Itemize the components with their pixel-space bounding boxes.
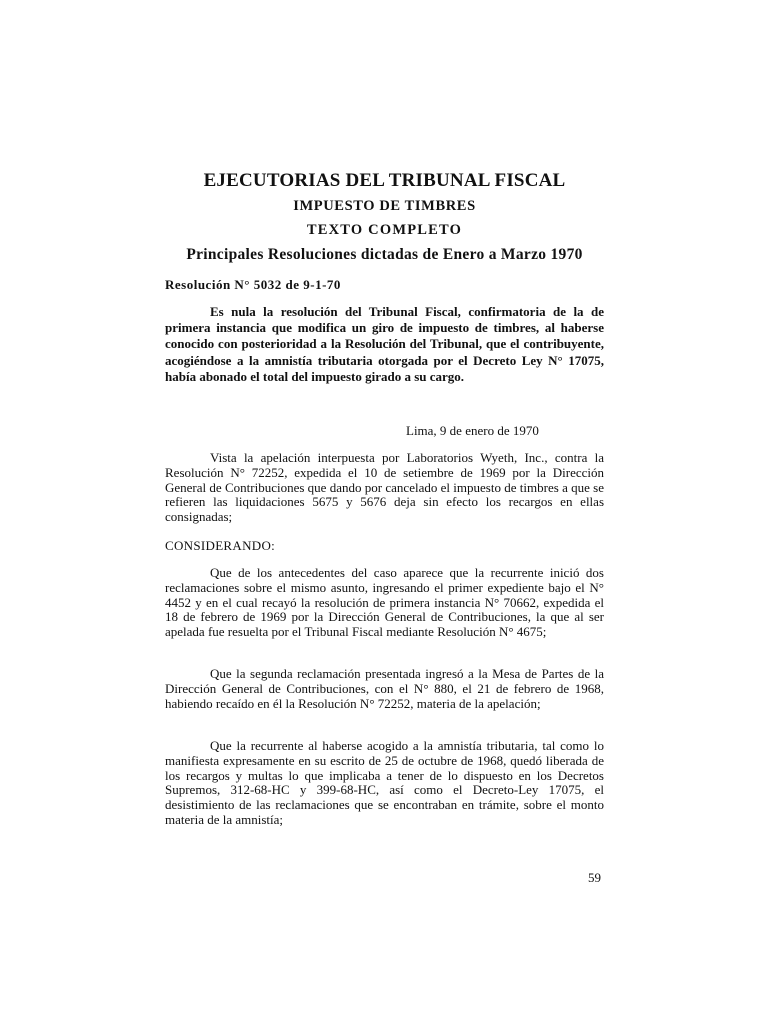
paragraph-second-claim: Que la segunda reclamación presentada ingresó a la Mesa de Partes de la Dirección General de Contribuciones, con el N° 880, el 21 de febrero de 1968, habiendo recaído en él la Resolución N° 72252, materia de la apelación; <box>165 666 604 711</box>
resolution-summary: Es nula la resolución del Tribunal Fiscal, confirmatoria de la de primera instancia que modifica un giro de impuesto de timbres, al haberse conocido con posterioridad a la Resolución del Tribunal, que el contribuyente, acogiéndose a la amnistía tributaria otorgada por el Decreto Ley N° 17075, había abonado el total del impuesto girado a su cargo. <box>165 304 604 384</box>
document-subtitle-tax: IMPUESTO DE TIMBRES <box>293 198 476 214</box>
document-subtitle-full-text: TEXTO COMPLETO <box>306 222 463 238</box>
paragraph-appeal: Vista la apelación interpuesta por Laboratorios Wyeth, Inc., contra la Resolución N° 72252, expedida el 10 de setiembre de 1969 por la Dirección General de Contribuciones que dando por cancelado el impuesto de timbres a que se refieren las liquidaciones 5675 y 5676 deja sin efecto los recargos en ellas consignadas; <box>165 450 604 525</box>
paragraph-amnesty: Que la recurrente al haberse acogido a la amnistía tributaria, tal como lo manifiesta expresamente en su escrito de 25 de octubre de 1968, quedó liberada de los recargos y multas lo que implicaba a tener de lo dispuesto en los Decretos Supremos, 312-68-HC y 399-68-HC, así como el Decreto-Ley 17075, el desistimiento de las reclamaciones que se encontraban en trámite, sobre el monto materia de la amnistía; <box>165 738 604 827</box>
considerando-heading: CONSIDERANDO: <box>165 538 276 553</box>
paragraph-background: Que de los antecedentes del caso aparece que la recurrente inició dos reclamaciones sobre el mismo asunto, ingresando el primer expediente bajo el N° 4452 y en el cual recayó la resolución de primera instancia N° 70662, expedida el 18 de febrero de 1969 por la Dirección General de Contribuciones, la que al ser apelada fue resuelta por el Tribunal Fiscal mediante Resolución N° 4675; <box>165 565 604 640</box>
resolution-number: Resolución N° 5032 de 9-1-70 <box>165 277 341 292</box>
document-subtitle-period: Principales Resoluciones dictadas de Enero a Marzo 1970 <box>186 246 583 263</box>
page-number: 59 <box>588 870 601 885</box>
document-title: EJECUTORIAS DEL TRIBUNAL FISCAL <box>203 170 566 191</box>
date-line: Lima, 9 de enero de 1970 <box>406 423 539 438</box>
